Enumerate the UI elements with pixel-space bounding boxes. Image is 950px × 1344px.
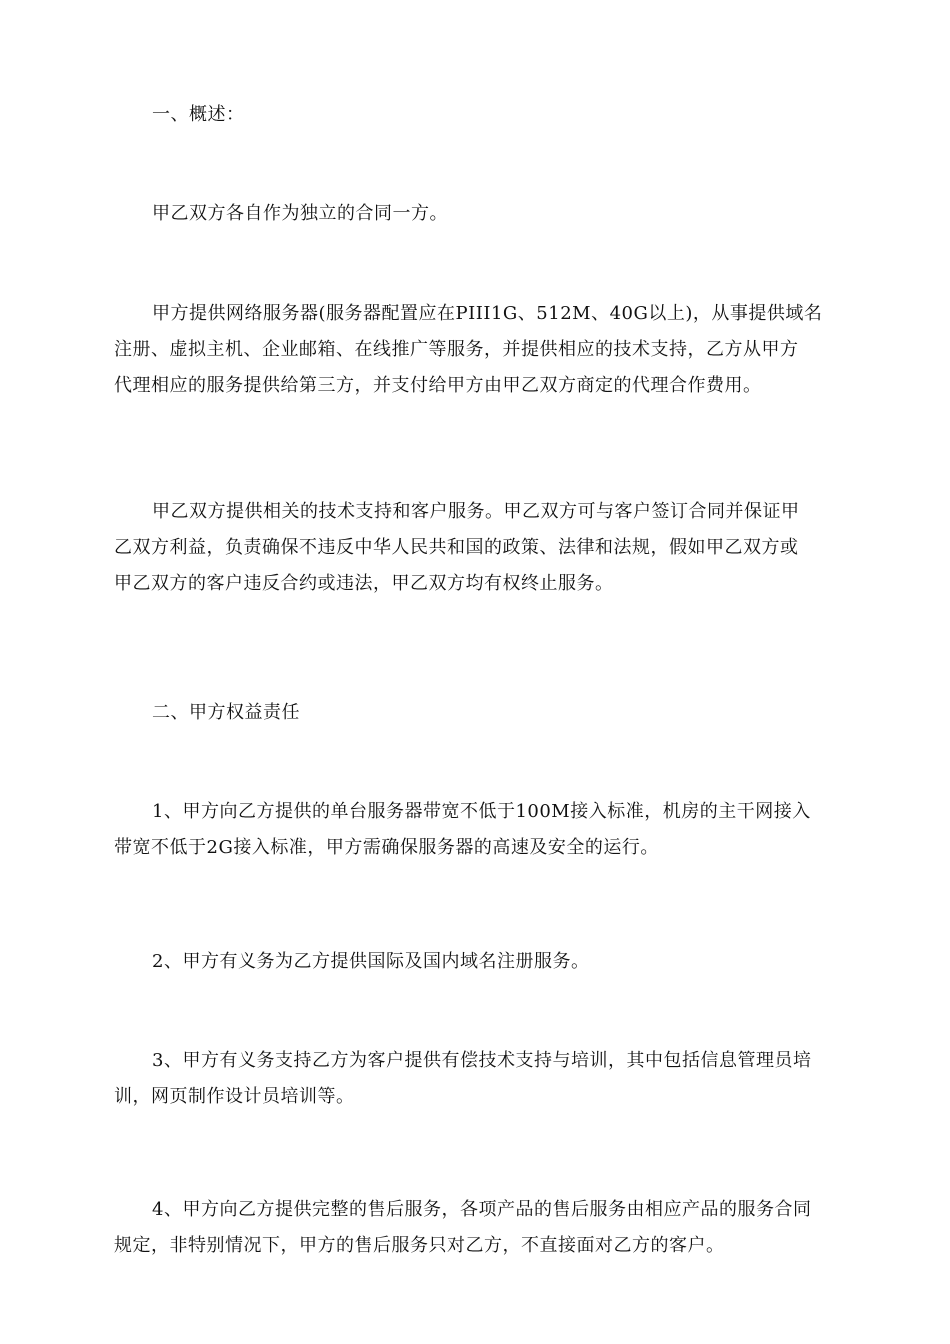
paragraph-line: 2、甲方有义务为乙方提供国际及国内域名注册服务。 [152, 951, 590, 972]
paragraph-line: 3、甲方有义务支持乙方为客户提供有偿技术支持与培训，其中包括信息管理员培 [152, 1050, 812, 1071]
paragraph-line: 注册、虚拟主机、企业邮箱、在线推广等服务，并提供相应的技术支持，乙方从甲方 [114, 339, 799, 360]
paragraph-support-and-compliance [114, 494, 836, 602]
paragraph-independent-parties [114, 196, 836, 232]
paragraph-line: 4、甲方向乙方提供完整的售后服务，各项产品的售后服务由相应产品的服务合同 [152, 1199, 812, 1220]
paragraph-line: 规定，非特别情况下，甲方的售后服务只对乙方，不直接面对乙方的客户。 [114, 1235, 725, 1256]
paragraph-line: 甲乙双方的客户违反合约或违法，甲乙双方均有权终止服务。 [114, 573, 614, 594]
paragraph-line: 甲乙双方提供相关的技术支持和客户服务。甲乙双方可与客户签订合同并保证甲 [152, 501, 800, 522]
paragraph-line: 乙双方利益，负责确保不违反中华人民共和国的政策、法律和法规，假如甲乙双方或 [114, 537, 799, 558]
heading-text: 一、概述： [152, 104, 245, 125]
paragraph-line: 甲乙双方各自作为独立的合同一方。 [152, 203, 448, 224]
heading-text: 二、甲方权益责任 [152, 702, 300, 723]
paragraph-line: 带宽不低于2G接入标准，甲方需确保服务器的高速及安全的运行。 [114, 837, 659, 858]
paragraph-line: 训，网页制作设计员培训等。 [114, 1086, 355, 1107]
clause-item-3 [114, 1043, 836, 1115]
paragraph-line: 1、甲方向乙方提供的单台服务器带宽不低于100M接入标准，机房的主干网接入 [152, 801, 811, 822]
paragraph-line: 代理相应的服务提供给第三方，并支付给甲方由甲乙双方商定的代理合作费用。 [114, 375, 762, 396]
section-heading-party-a-rights [114, 695, 836, 731]
paragraph-service-scope [114, 296, 836, 404]
clause-item-1 [114, 794, 836, 866]
clause-item-2 [114, 944, 836, 980]
paragraph-line: 甲方提供网络服务器(服务器配置应在PIII1G、512M、40G以上)，从事提供域名 [152, 303, 823, 324]
clause-item-4 [114, 1192, 836, 1264]
section-heading-overview [114, 97, 836, 133]
